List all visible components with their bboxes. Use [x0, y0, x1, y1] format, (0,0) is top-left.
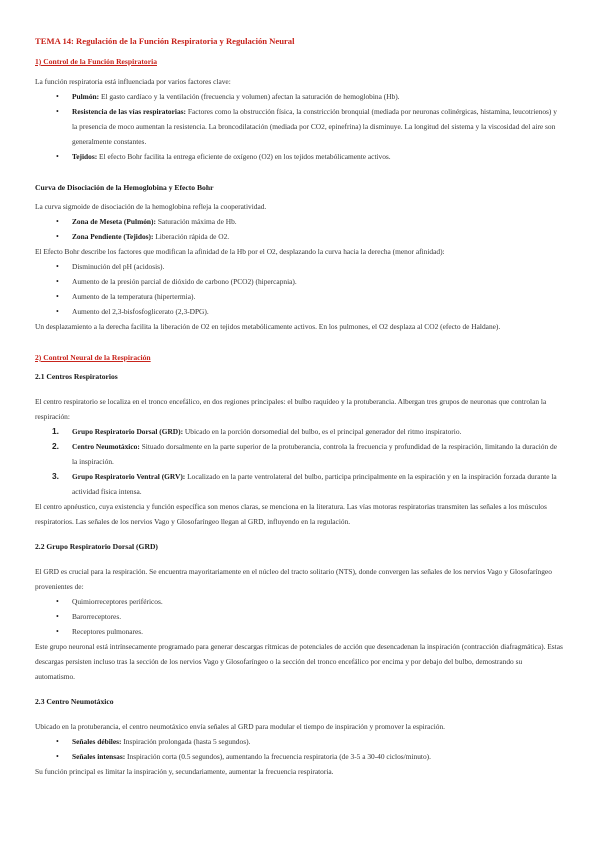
list-item [35, 749, 564, 764]
list-item: • Aumento de la presión parcial de dióxido de carbono (PCO2) (hipercapnia). [35, 274, 564, 289]
curve-closing: Un desplazamiento a la derecha facilita la liberación de O2 en tejidos metabólicamente activos. En los pulmones, el O2 desplaza al CO2 (efecto de Haldane). [35, 322, 501, 331]
list-item: • Aumento de la temperatura (hipertermia). [35, 289, 564, 304]
list-item: • Quimiorreceptores periféricos. [35, 594, 564, 609]
item-label: Grupo Respiratorio Ventral (GRV): [72, 472, 186, 481]
section-1-intro: La función respiratoria está influenciada por varios factores clave: [35, 77, 231, 86]
list-item [35, 149, 564, 164]
item-text: Inspiración prolongada (hasta 5 segundos). [121, 737, 251, 746]
grd-intro: El GRD es crucial para la respiración. Se encuentra mayoritariamente en el núcleo del tracto solitario (NTS), donde convergen las señales de los nervios Vago y Glosofaríngeo provenientes de: [35, 567, 552, 591]
list-item [35, 424, 564, 439]
neumo-intro: Ubicado en la protuberancia, el centro neumotáxico envía señales al GRD para modular el tiempo de inspiración y promover la espiración. [35, 722, 446, 731]
list-item [35, 734, 564, 749]
neumo-closing: Su función principal es limitar la inspiración y, secundariamente, aumentar la frecuencia respiratoria. [35, 767, 334, 776]
item-text: Saturación máxima de Hb. [155, 217, 237, 226]
item-label: Pulmón: [72, 92, 100, 101]
item-label: Grupo Respiratorio Dorsal (GRD): [72, 427, 184, 436]
item-number: 2. [52, 441, 59, 451]
item-text: Inspiración corta (0.5 segundos), aumentando la frecuencia respiratoria (de 3-5 a 30-40 ciclos/minuto). [125, 752, 431, 761]
item-label: Resistencia de las vías respiratorias: [72, 107, 186, 116]
list-item: • Disminución del pH (acidosis). [35, 259, 564, 274]
item-label: Zona de Meseta (Pulmón): [72, 217, 156, 226]
item-label: Zona Pendiente (Tejidos): [72, 232, 154, 241]
grd-list [35, 594, 564, 639]
list-item [35, 214, 564, 229]
curve-intro: La curva sigmoide de disociación de la hemoglobina refleja la cooperatividad. [35, 202, 267, 211]
curve-zones-list [35, 214, 564, 244]
centros-heading: 2.1 Centros Respiratorios [35, 372, 118, 381]
item-text: El gasto cardíaco y la ventilación (frecuencia y volumen) afectan la saturación de hemoglobina (Hb). [99, 92, 400, 101]
bohr-intro: El Efecto Bohr describe los factores que modifican la afinidad de la Hb por el O2, desplazando la curva hacia la derecha (menor afinidad): [35, 247, 445, 256]
item-label: Centro Neumotáxico: [72, 442, 140, 451]
list-item [35, 229, 564, 244]
item-text: Ubicado en la porción dorsomedial del bulbo, es el principal generador del ritmo inspiratorio. [183, 427, 462, 436]
item-text: Liberación rápida de O2. [153, 232, 230, 241]
list-item [35, 469, 564, 499]
item-text: Localizado en la parte ventrolateral del bulbo, participa principalmente en la espiración y en la inspiración forzada durante la actividad física intensa. [72, 472, 557, 496]
neumo-heading: 2.3 Centro Neumotáxico [35, 697, 114, 706]
section-2-heading: 2) Control Neural de la Respiración [35, 353, 151, 362]
section-1-list [35, 89, 564, 164]
grd-closing: Este grupo neuronal está intrínsecamente programado para generar descargas rítmicas de potenciales de acción que desencadenan la inspiración (contracción diafragmática). Estas descargas persisten incluso tras la sección de los nervios Vago y Glosofaríngeo o la sección del tronco encefálico por encima y por debajo del bulbo, demostrando su automatismo. [35, 642, 563, 681]
item-number: 3. [52, 471, 59, 481]
list-item [35, 104, 564, 149]
list-item [35, 439, 564, 469]
centros-intro: El centro respiratorio se localiza en el tronco encefálico, en dos regiones principales: el bulbo raquídeo y la protuberancia. Albergan tres grupos de neuronas que controlan la respiración: [35, 397, 547, 421]
bohr-factors-list [35, 259, 564, 319]
item-label: Tejidos: [72, 152, 98, 161]
list-item: • Aumento del 2,3-bisfosfoglicerato (2,3-DPG). [35, 304, 564, 319]
item-label: Señales intensas: [72, 752, 126, 761]
item-label: Señales débiles: [72, 737, 122, 746]
centros-list [35, 424, 564, 499]
neumo-list [35, 734, 564, 764]
item-number: 1. [52, 426, 59, 436]
document-title: TEMA 14: Regulación de la Función Respiratoria y Regulación Neural [35, 36, 295, 46]
centros-closing: El centro apnéustico, cuya existencia y función específica son menos claras, se menciona en la literatura. Las vías motoras respiratorias transmiten las señales a los músculos respiratorios. Las señales de los nervios Vago y Glosofaríngeo llegan al GRD, influyendo en la regulación. [35, 502, 547, 526]
item-text: El efecto Bohr facilita la entrega eficiente de oxígeno (O2) en los tejidos metabólicamente activos. [97, 152, 391, 161]
list-item [35, 89, 564, 104]
list-item: • Receptores pulmonares. [35, 624, 564, 639]
section-1-heading: 1) Control de la Función Respiratoria [35, 57, 157, 66]
item-text: Situado dorsalmente en la parte superior de la protuberancia, controla la frecuencia y profundidad de la respiración, limitando la duración de la inspiración. [72, 442, 558, 466]
item-text: Factores como la obstrucción física, la constricción bronquial (mediada por neuronas colinérgicas, histamina, leucotrienos) y la presencia de moco aumentan la resistencia. La broncodilatación (mediada por CO2, epinefrina) la disminuye. La longitud del sistema y la viscosidad del aire son generalmente constantes. [72, 107, 557, 146]
grd-heading: 2.2 Grupo Respiratorio Dorsal (GRD) [35, 542, 158, 551]
list-item: • Barorreceptores. [35, 609, 564, 624]
curve-heading: Curva de Disociación de la Hemoglobina y Efecto Bohr [35, 183, 214, 192]
